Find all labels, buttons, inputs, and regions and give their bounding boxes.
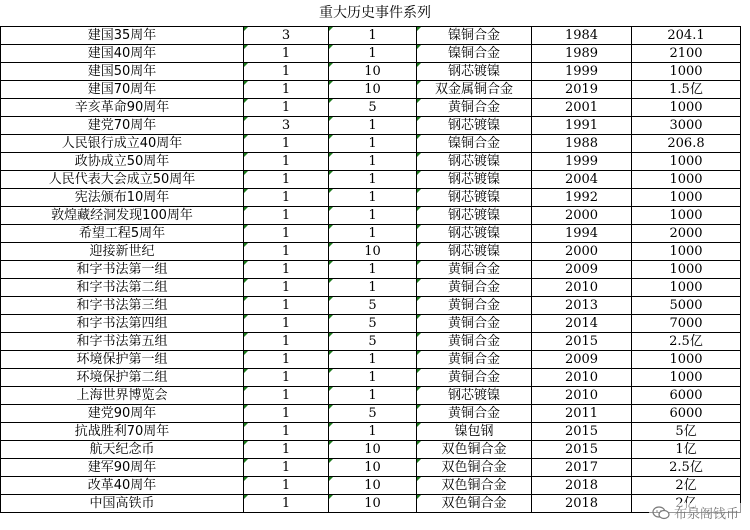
year-cell: 1988 <box>532 135 632 153</box>
table-row <box>1 63 741 81</box>
face-value-cell: 5 <box>329 315 417 333</box>
year-cell: 2013 <box>532 297 632 315</box>
material-cell: 钢芯镀镍 <box>417 387 532 405</box>
material-cell: 黄铜合金 <box>417 405 532 423</box>
mintage-cell: 6000 <box>632 405 741 423</box>
mintage-cell: 5亿 <box>632 423 741 441</box>
mintage-cell: 206.8 <box>632 135 741 153</box>
face-value-cell: 1 <box>329 369 417 387</box>
count-cell: 1 <box>244 423 329 441</box>
count-cell: 1 <box>244 441 329 459</box>
material-cell: 双色铜合金 <box>417 477 532 495</box>
face-value-cell: 5 <box>329 297 417 315</box>
event-cell: 建国40周年 <box>1 45 244 63</box>
year-cell: 1999 <box>532 63 632 81</box>
count-cell: 1 <box>244 153 329 171</box>
count-cell: 1 <box>244 45 329 63</box>
table-row <box>1 27 741 45</box>
event-cell: 政协成立50周年 <box>1 153 244 171</box>
mintage-cell: 2000 <box>632 225 741 243</box>
mintage-cell: 1.5亿 <box>632 81 741 99</box>
material-cell: 钢芯镀镍 <box>417 225 532 243</box>
count-cell: 1 <box>244 351 329 369</box>
face-value-cell: 10 <box>329 441 417 459</box>
event-cell: 人民银行成立40周年 <box>1 135 244 153</box>
event-cell: 和字书法第四组 <box>1 315 244 333</box>
material-cell: 黄铜合金 <box>417 369 532 387</box>
count-cell: 1 <box>244 207 329 225</box>
material-cell: 黄铜合金 <box>417 279 532 297</box>
watermark <box>649 503 742 522</box>
table-row <box>1 225 741 243</box>
year-cell: 2004 <box>532 171 632 189</box>
material-cell: 钢芯镀镍 <box>417 63 532 81</box>
year-cell: 2009 <box>532 261 632 279</box>
year-cell: 1992 <box>532 189 632 207</box>
table-row <box>1 459 741 477</box>
year-cell: 2014 <box>532 315 632 333</box>
count-cell: 1 <box>244 333 329 351</box>
table-row <box>1 279 741 297</box>
mintage-cell: 1000 <box>632 261 741 279</box>
event-cell: 环境保护第一组 <box>1 351 244 369</box>
event-cell: 环境保护第二组 <box>1 369 244 387</box>
event-cell: 建党90周年 <box>1 405 244 423</box>
year-cell: 1989 <box>532 45 632 63</box>
count-cell: 1 <box>244 297 329 315</box>
wechat-icon <box>652 506 670 520</box>
year-cell: 2000 <box>532 243 632 261</box>
table-row <box>1 45 741 63</box>
year-cell: 2000 <box>532 207 632 225</box>
count-cell: 1 <box>244 387 329 405</box>
table-row <box>1 315 741 333</box>
event-cell: 航天纪念币 <box>1 441 244 459</box>
year-cell: 1994 <box>532 225 632 243</box>
event-cell: 希望工程5周年 <box>1 225 244 243</box>
count-cell: 1 <box>244 477 329 495</box>
material-cell: 双色铜合金 <box>417 441 532 459</box>
year-cell: 1999 <box>532 153 632 171</box>
event-cell: 改革40周年 <box>1 477 244 495</box>
mintage-cell: 5000 <box>632 297 741 315</box>
event-cell: 迎接新世纪 <box>1 243 244 261</box>
year-cell: 2010 <box>532 387 632 405</box>
count-cell: 1 <box>244 261 329 279</box>
table-row <box>1 135 741 153</box>
table-row <box>1 207 741 225</box>
count-cell: 1 <box>244 243 329 261</box>
table-row <box>1 243 741 261</box>
event-cell: 辛亥革命90周年 <box>1 99 244 117</box>
table-row <box>1 261 741 279</box>
table-row <box>1 171 741 189</box>
material-cell: 钢芯镀镍 <box>417 207 532 225</box>
coin-table <box>0 26 741 513</box>
count-cell: 1 <box>244 495 329 513</box>
material-cell: 镍铜合金 <box>417 27 532 45</box>
face-value-cell: 1 <box>329 171 417 189</box>
sheet-title: 重大历史事件系列 <box>319 5 431 21</box>
material-cell: 镍铜合金 <box>417 135 532 153</box>
table-row <box>1 441 741 459</box>
mintage-cell: 1000 <box>632 189 741 207</box>
event-cell: 和字书法第二组 <box>1 279 244 297</box>
mintage-cell: 2.5亿 <box>632 333 741 351</box>
table-row <box>1 99 741 117</box>
table-row <box>1 297 741 315</box>
face-value-cell: 1 <box>329 207 417 225</box>
count-cell: 1 <box>244 459 329 477</box>
material-cell: 黄铜合金 <box>417 297 532 315</box>
count-cell: 1 <box>244 171 329 189</box>
count-cell: 1 <box>244 405 329 423</box>
face-value-cell: 5 <box>329 99 417 117</box>
year-cell: 2009 <box>532 351 632 369</box>
table-row <box>1 351 741 369</box>
year-cell: 2019 <box>532 81 632 99</box>
mintage-cell: 1000 <box>632 63 741 81</box>
year-cell: 2011 <box>532 405 632 423</box>
year-cell: 2010 <box>532 279 632 297</box>
event-cell: 敦煌藏经洞发现100周年 <box>1 207 244 225</box>
count-cell: 1 <box>244 81 329 99</box>
year-cell: 2017 <box>532 459 632 477</box>
material-cell: 双色铜合金 <box>417 495 532 513</box>
table-row <box>1 405 741 423</box>
year-cell: 2015 <box>532 423 632 441</box>
event-cell: 抗战胜利70周年 <box>1 423 244 441</box>
mintage-cell: 1000 <box>632 153 741 171</box>
table-row <box>1 81 741 99</box>
mintage-cell: 7000 <box>632 315 741 333</box>
event-cell: 人民代表大会成立50周年 <box>1 171 244 189</box>
material-cell: 黄铜合金 <box>417 333 532 351</box>
face-value-cell: 1 <box>329 351 417 369</box>
material-cell: 镍包钢 <box>417 423 532 441</box>
material-cell: 钢芯镀镍 <box>417 189 532 207</box>
count-cell: 3 <box>244 117 329 135</box>
material-cell: 钢芯镀镍 <box>417 117 532 135</box>
table-row <box>1 495 741 513</box>
face-value-cell: 5 <box>329 333 417 351</box>
event-cell: 建国70周年 <box>1 81 244 99</box>
count-cell: 1 <box>244 99 329 117</box>
count-cell: 1 <box>244 135 329 153</box>
face-value-cell: 1 <box>329 153 417 171</box>
material-cell: 双色铜合金 <box>417 459 532 477</box>
event-cell: 和字书法第三组 <box>1 297 244 315</box>
material-cell: 钢芯镀镍 <box>417 171 532 189</box>
year-cell: 2018 <box>532 495 632 513</box>
mintage-cell: 204.1 <box>632 27 741 45</box>
mintage-cell: 1000 <box>632 99 741 117</box>
table-row <box>1 477 741 495</box>
table-row <box>1 369 741 387</box>
count-cell: 1 <box>244 189 329 207</box>
face-value-cell: 1 <box>329 27 417 45</box>
count-cell: 1 <box>244 63 329 81</box>
face-value-cell: 1 <box>329 279 417 297</box>
material-cell: 钢芯镀镍 <box>417 243 532 261</box>
face-value-cell: 10 <box>329 243 417 261</box>
table-row <box>1 153 741 171</box>
year-cell: 2015 <box>532 333 632 351</box>
material-cell: 黄铜合金 <box>417 315 532 333</box>
year-cell: 2018 <box>532 477 632 495</box>
count-cell: 1 <box>244 315 329 333</box>
mintage-cell: 1000 <box>632 207 741 225</box>
face-value-cell: 1 <box>329 423 417 441</box>
mintage-cell: 1000 <box>632 243 741 261</box>
face-value-cell: 1 <box>329 117 417 135</box>
material-cell: 黄铜合金 <box>417 99 532 117</box>
year-cell: 2001 <box>532 99 632 117</box>
event-cell: 和字书法第一组 <box>1 261 244 279</box>
face-value-cell: 1 <box>329 135 417 153</box>
year-cell: 2015 <box>532 441 632 459</box>
mintage-cell: 1000 <box>632 369 741 387</box>
table-row <box>1 423 741 441</box>
face-value-cell: 1 <box>329 387 417 405</box>
face-value-cell: 1 <box>329 45 417 63</box>
year-cell: 1984 <box>532 27 632 45</box>
table-row <box>1 387 741 405</box>
event-cell: 建军90周年 <box>1 459 244 477</box>
count-cell: 1 <box>244 369 329 387</box>
event-cell: 宪法颁布10周年 <box>1 189 244 207</box>
mintage-cell: 1亿 <box>632 441 741 459</box>
face-value-cell: 10 <box>329 477 417 495</box>
face-value-cell: 1 <box>329 189 417 207</box>
face-value-cell: 5 <box>329 405 417 423</box>
face-value-cell: 10 <box>329 63 417 81</box>
mintage-cell: 1000 <box>632 351 741 369</box>
event-cell: 上海世界博览会 <box>1 387 244 405</box>
table-row <box>1 117 741 135</box>
face-value-cell: 1 <box>329 225 417 243</box>
table-row <box>1 333 741 351</box>
table-row <box>1 189 741 207</box>
watermark-text: 布泉阁钱币 <box>673 507 739 522</box>
material-cell: 黄铜合金 <box>417 261 532 279</box>
event-cell: 和字书法第五组 <box>1 333 244 351</box>
mintage-cell: 2.5亿 <box>632 459 741 477</box>
event-cell: 建国50周年 <box>1 63 244 81</box>
face-value-cell: 10 <box>329 459 417 477</box>
material-cell: 镍铜合金 <box>417 45 532 63</box>
material-cell: 黄铜合金 <box>417 351 532 369</box>
mintage-cell: 1000 <box>632 171 741 189</box>
event-cell: 建国35周年 <box>1 27 244 45</box>
year-cell: 1991 <box>532 117 632 135</box>
mintage-cell: 1000 <box>632 279 741 297</box>
count-cell: 1 <box>244 225 329 243</box>
mintage-cell: 3000 <box>632 117 741 135</box>
year-cell: 2010 <box>532 369 632 387</box>
material-cell: 双金属铜合金 <box>417 81 532 99</box>
count-cell: 1 <box>244 279 329 297</box>
material-cell: 钢芯镀镍 <box>417 153 532 171</box>
event-cell: 中国高铁币 <box>1 495 244 513</box>
event-cell: 建党70周年 <box>1 117 244 135</box>
mintage-cell: 2100 <box>632 45 741 63</box>
mintage-cell: 6000 <box>632 387 741 405</box>
face-value-cell: 1 <box>329 261 417 279</box>
face-value-cell: 10 <box>329 495 417 513</box>
face-value-cell: 10 <box>329 81 417 99</box>
count-cell: 3 <box>244 27 329 45</box>
mintage-cell: 2亿 <box>632 477 741 495</box>
